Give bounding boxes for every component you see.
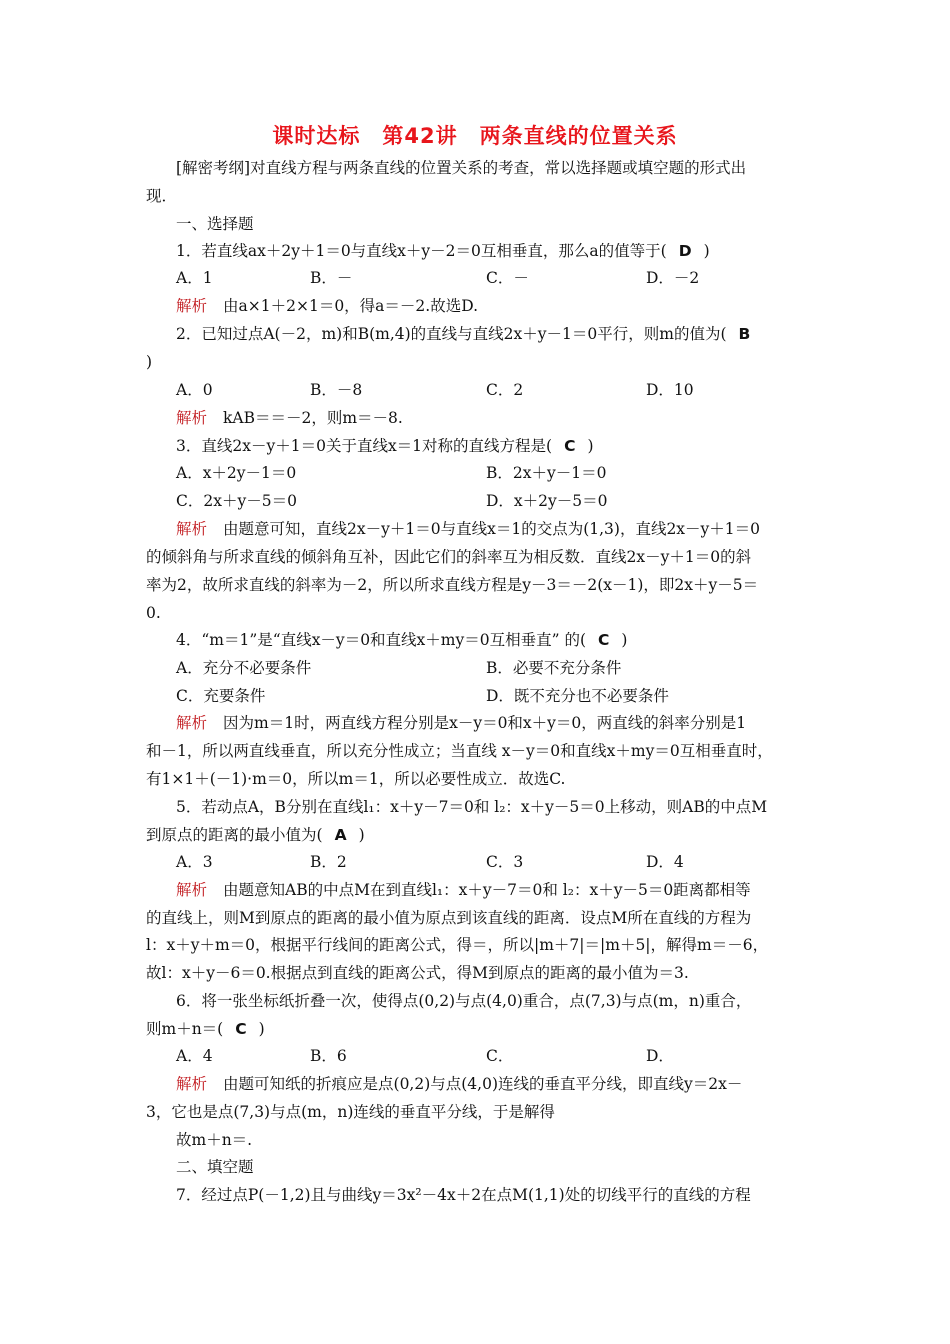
q4-analysis-text-1: 因为m＝1时，两直线方程分别是x－y＝0和x＋y＝0，两直线的斜率分别是1 (223, 714, 747, 732)
q6-analysis-text-1: 由题可知纸的折痕应是点(0,2)与点(4,0)连线的垂直平分线，即直线y＝2x－ (223, 1075, 743, 1093)
question-5-line-1: 5．若动点A，B分别在直线l₁：x＋y－7＝0和 l₂：x＋y－5＝0上移动，则AB的中点M (176, 798, 768, 816)
q5-analysis-text-1: 由题意知AB的中点M在到直线l₁：x＋y－7＝0和 l₂：x＋y－5＝0距离都相等 (223, 881, 751, 899)
q5-analysis-line-1 (176, 880, 751, 900)
q6-analysis-label: 解析 (176, 1075, 208, 1093)
q5-option-a: A．3 (176, 853, 213, 871)
question-5-stem: 到原点的距离的最小值为( (146, 826, 323, 844)
question-5-answer: A (334, 826, 347, 844)
q3-analysis-text-1: 由题意可知，直线2x－y＋1＝0与直线x＝1的交点为(1,3)，直线2x－y＋1＝0 (223, 520, 761, 538)
question-5-line-2 (146, 825, 365, 845)
question-2-stem: 2．已知过点A(－2，m)和B(m,4)的直线与直线2x＋y－1＝0平行，则m的值为( (176, 325, 727, 343)
question-6-line-2 (146, 1019, 265, 1039)
q1-option-b: B．－ (310, 269, 353, 287)
question-3-close: ) (587, 437, 594, 455)
q4-analysis-label: 解析 (176, 714, 208, 732)
q3-analysis-line-3: 率为2，故所求直线的斜率为－2，所以所求直线方程是y－3＝－2(x－1)，即2x＋y－5＝ (146, 576, 759, 594)
q2-analysis (176, 408, 403, 428)
question-3-answer: C (564, 437, 576, 455)
question-4-answer: C (598, 631, 610, 649)
q3-option-c: C．2x＋y－5＝0 (176, 492, 297, 510)
question-2-close: ) (146, 353, 153, 371)
question-2-answer: B (738, 325, 751, 343)
intro-line-1: [解密考纲]对直线方程与两条直线的位置关系的考查，常以选择题或填空题的形式出 (176, 159, 747, 177)
q3-option-d: D．x＋2y－5＝0 (486, 492, 608, 510)
question-2 (176, 324, 762, 344)
intro-line-2: 现． (146, 187, 178, 205)
q3-option-a: A．x＋2y－1＝0 (176, 464, 297, 482)
question-1-stem: 1．若直线ax＋2y＋1＝0与直线x＋y－2＝0互相垂直，那么a的值等于( (176, 242, 667, 260)
q6-analysis-line-1 (176, 1074, 742, 1094)
q5-analysis-line-3: l：x＋y＋m＝0，根据平行线间的距离公式，得＝，所以|m＋7|＝|m＋5|，解得m＝－6， (146, 936, 769, 954)
question-1 (176, 241, 710, 261)
q5-analysis-label: 解析 (176, 881, 208, 899)
q4-option-a: A．充分不必要条件 (176, 659, 312, 677)
question-3 (176, 436, 594, 456)
q5-option-d: D．4 (646, 853, 684, 871)
section-heading-choice: 一、选择题 (176, 215, 254, 233)
q6-option-d: D． (646, 1047, 674, 1065)
question-4-close: ) (621, 631, 628, 649)
q2-option-b: B．－8 (310, 381, 363, 399)
question-6-close: ) (258, 1020, 265, 1038)
q2-option-d: D．10 (646, 381, 694, 399)
q6-analysis-line-2: 3，它也是点(7,3)与点(m，n)连线的垂直平分线，于是解得 (146, 1103, 555, 1121)
q1-analysis (176, 296, 478, 316)
q1-option-a: A．1 (176, 269, 213, 287)
q1-option-c: C．－ (486, 269, 529, 287)
q1-option-d: D．－2 (646, 269, 700, 287)
q3-analysis-line-1 (176, 519, 760, 539)
question-4 (176, 630, 627, 650)
q3-option-b: B．2x＋y－1＝0 (486, 464, 607, 482)
q4-analysis-line-2: 和－1，所以两直线垂直，所以充分性成立；当直线 x－y＝0和直线x＋my＝0互相垂直时， (146, 742, 773, 760)
q2-option-c: C．2 (486, 381, 524, 399)
q3-analysis-label: 解析 (176, 520, 208, 538)
q5-option-b: B．2 (310, 853, 347, 871)
q3-analysis-line-2: 的倾斜角与所求直线的倾斜角互补，因此它们的斜率互为相反数．直线2x－y＋1＝0的斜 (146, 548, 752, 566)
question-7: 7．经过点P(－1,2)且与曲线y＝3x²－4x＋2在点M(1,1)处的切线平行的直线的方程 (176, 1186, 751, 1204)
q4-analysis-line-3: 有1×1＋(－1)·m＝0，所以m＝1，所以必要性成立．故选C. (146, 770, 566, 788)
q2-option-a: A．0 (176, 381, 213, 399)
q4-option-c: C．充要条件 (176, 687, 266, 705)
section-heading-fill: 二、填空题 (176, 1158, 254, 1176)
q2-analysis-label: 解析 (176, 409, 208, 427)
q5-analysis-line-4: 故l：x＋y－6＝0.根据点到直线的距离公式，得M到原点的距离的最小值为＝3. (146, 964, 689, 982)
q5-analysis-line-2: 的直线上，则M到原点的距离的最小值为原点到该直线的距离．设点M所在直线的方程为 (146, 909, 752, 927)
q6-option-b: B．6 (310, 1047, 347, 1065)
page-title: 课时达标 第42讲 两条直线的位置关系 (272, 124, 678, 148)
question-6-answer: C (235, 1020, 247, 1038)
q2-analysis-text: kAB＝＝－2，则m＝－8. (223, 409, 403, 427)
question-6-stem: 则m＋n＝( (146, 1020, 224, 1038)
q1-analysis-text: 由a×1＋2×1＝0，得a＝－2.故选D. (223, 297, 479, 315)
question-1-answer: D (678, 242, 692, 260)
question-1-close: ) (703, 242, 710, 260)
q3-analysis-line-4: 0. (146, 604, 161, 622)
q6-option-a: A．4 (176, 1047, 213, 1065)
q4-option-b: B．必要不充分条件 (486, 659, 622, 677)
question-6-line-1: 6．将一张坐标纸折叠一次，使得点(0,2)与点(4,0)重合，点(7,3)与点(m，n)重合， (176, 992, 752, 1010)
q6-analysis-line-3: 故m＋n＝. (176, 1131, 253, 1149)
q5-option-c: C．3 (486, 853, 524, 871)
q4-analysis-line-1 (176, 713, 746, 733)
question-5-close: ) (358, 826, 365, 844)
q4-option-d: D．既不充分也不必要条件 (486, 687, 669, 705)
question-3-stem: 3．直线2x－y＋1＝0关于直线x＝1对称的直线方程是( (176, 437, 553, 455)
q6-option-c: C． (486, 1047, 514, 1065)
question-4-stem: 4．“m＝1”是“直线x－y＝0和直线x＋my＝0互相垂直” 的( (176, 631, 587, 649)
q1-analysis-label: 解析 (176, 297, 208, 315)
